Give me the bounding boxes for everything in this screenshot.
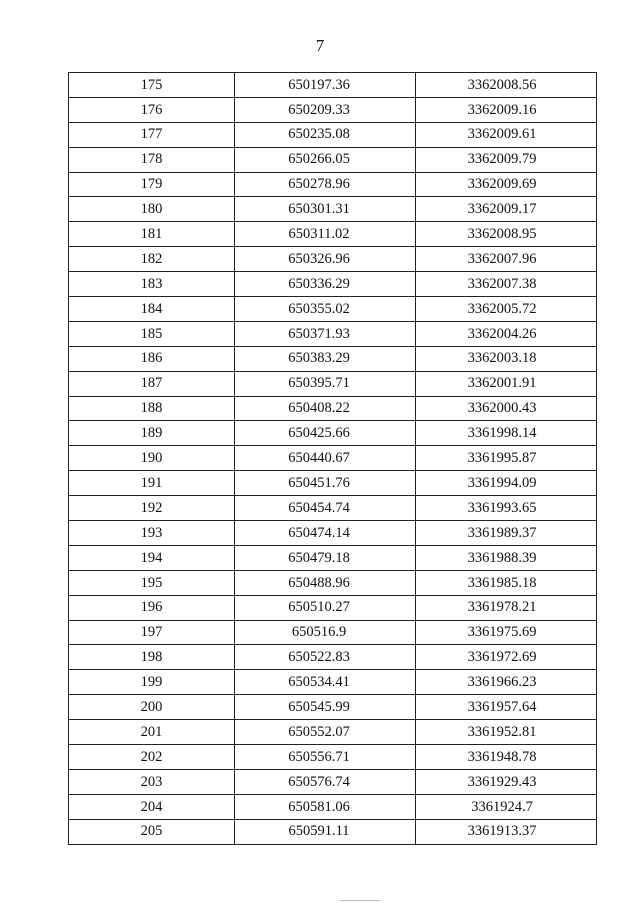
point-number-cell	[69, 73, 235, 98]
y-coordinate-cell	[416, 396, 597, 421]
table-row	[69, 396, 597, 421]
y-coordinate-cell-text: 3361929.43	[467, 773, 537, 790]
x-coordinate-cell	[235, 396, 416, 421]
table-row	[69, 670, 597, 695]
table-row	[69, 371, 597, 396]
point-number-cell	[69, 670, 235, 695]
y-coordinate-cell-text: 3362004.26	[467, 325, 537, 342]
point-number-cell-text: 191	[140, 474, 163, 491]
table-row	[69, 97, 597, 122]
point-number-cell-text: 200	[140, 698, 163, 715]
y-coordinate-cell	[416, 197, 597, 222]
point-number-cell-text: 189	[140, 425, 163, 442]
point-number-cell-text: 203	[140, 773, 163, 790]
y-coordinate-cell	[416, 73, 597, 98]
x-coordinate-cell	[235, 620, 416, 645]
x-coordinate-cell-text: 650235.08	[288, 126, 350, 143]
y-coordinate-cell	[416, 297, 597, 322]
x-coordinate-cell	[235, 595, 416, 620]
point-number-cell	[69, 421, 235, 446]
y-coordinate-cell-text: 3361972.69	[467, 649, 537, 666]
x-coordinate-cell-text: 650266.05	[288, 151, 350, 168]
y-coordinate-cell	[416, 97, 597, 122]
x-coordinate-cell	[235, 172, 416, 197]
point-number-cell	[69, 521, 235, 546]
point-number-cell	[69, 297, 235, 322]
y-coordinate-cell-text: 3362008.56	[467, 76, 537, 93]
table-row	[69, 222, 597, 247]
point-number-cell-text: 205	[140, 823, 163, 840]
x-coordinate-cell-text: 650534.41	[288, 674, 350, 691]
y-coordinate-cell	[416, 172, 597, 197]
point-number-cell-text: 185	[140, 325, 163, 342]
x-coordinate-cell	[235, 521, 416, 546]
y-coordinate-cell-text: 3361924.7	[471, 798, 533, 815]
y-coordinate-cell-text: 3362007.96	[467, 250, 537, 267]
x-coordinate-cell-text: 650395.71	[288, 375, 350, 392]
table-row	[69, 73, 597, 98]
point-number-cell	[69, 197, 235, 222]
x-coordinate-cell-text: 650479.18	[288, 549, 350, 566]
point-number-cell-text: 183	[140, 275, 163, 292]
table-row	[69, 745, 597, 770]
y-coordinate-cell	[416, 545, 597, 570]
x-coordinate-cell	[235, 297, 416, 322]
y-coordinate-cell-text: 3362009.79	[467, 151, 537, 168]
point-number-cell	[69, 769, 235, 794]
x-coordinate-cell	[235, 670, 416, 695]
y-coordinate-cell-text: 3361994.09	[467, 474, 537, 491]
point-number-cell-text: 202	[140, 748, 163, 765]
point-number-cell	[69, 745, 235, 770]
y-coordinate-cell-text: 3362001.91	[467, 375, 537, 392]
point-number-cell-text: 184	[140, 300, 163, 317]
y-coordinate-cell-text: 3361985.18	[467, 574, 537, 591]
y-coordinate-cell	[416, 446, 597, 471]
y-coordinate-cell-text: 3362007.38	[467, 275, 537, 292]
point-number-cell	[69, 695, 235, 720]
x-coordinate-cell-text: 650488.96	[288, 574, 350, 591]
y-coordinate-cell	[416, 147, 597, 172]
y-coordinate-cell	[416, 769, 597, 794]
point-number-cell-text: 175	[140, 76, 163, 93]
x-coordinate-cell	[235, 695, 416, 720]
x-coordinate-cell-text: 650355.02	[288, 300, 350, 317]
point-number-cell-text: 178	[140, 151, 163, 168]
point-number-cell-text: 193	[140, 524, 163, 541]
table-row	[69, 247, 597, 272]
y-coordinate-cell	[416, 421, 597, 446]
y-coordinate-cell	[416, 122, 597, 147]
point-number-cell	[69, 645, 235, 670]
x-coordinate-cell	[235, 471, 416, 496]
table-row	[69, 819, 597, 844]
coordinate-table	[68, 72, 597, 845]
x-coordinate-cell	[235, 645, 416, 670]
table-row	[69, 446, 597, 471]
x-coordinate-cell	[235, 570, 416, 595]
y-coordinate-cell-text: 3361952.81	[467, 723, 537, 740]
point-number-cell	[69, 396, 235, 421]
y-coordinate-cell	[416, 595, 597, 620]
table-row	[69, 794, 597, 819]
table-row	[69, 570, 597, 595]
y-coordinate-cell-text: 3362009.69	[467, 176, 537, 193]
x-coordinate-cell-text: 650545.99	[288, 698, 350, 715]
point-number-cell-text: 182	[140, 250, 163, 267]
x-coordinate-cell-text: 650581.06	[288, 798, 350, 815]
y-coordinate-cell	[416, 521, 597, 546]
scan-artifact	[340, 900, 380, 901]
y-coordinate-cell-text: 3361995.87	[467, 450, 537, 467]
point-number-cell	[69, 794, 235, 819]
point-number-cell-text: 195	[140, 574, 163, 591]
point-number-cell	[69, 620, 235, 645]
y-coordinate-cell	[416, 745, 597, 770]
x-coordinate-cell-text: 650425.66	[288, 425, 350, 442]
y-coordinate-cell	[416, 620, 597, 645]
y-coordinate-cell-text: 3362009.17	[467, 201, 537, 218]
x-coordinate-cell-text: 650474.14	[288, 524, 350, 541]
x-coordinate-cell-text: 650516.9	[291, 624, 347, 641]
x-coordinate-cell-text: 650336.29	[288, 275, 350, 292]
table-row	[69, 620, 597, 645]
y-coordinate-cell-text: 3361966.23	[467, 674, 537, 691]
y-coordinate-cell	[416, 272, 597, 297]
point-number-cell	[69, 720, 235, 745]
point-number-cell-text: 192	[140, 499, 163, 516]
x-coordinate-cell-text: 650454.74	[288, 499, 350, 516]
point-number-cell	[69, 545, 235, 570]
point-number-cell-text: 204	[140, 798, 163, 815]
point-number-cell-text: 196	[140, 599, 163, 616]
x-coordinate-cell	[235, 371, 416, 396]
y-coordinate-cell-text: 3361989.37	[467, 524, 537, 541]
table-row	[69, 769, 597, 794]
point-number-cell-text: 180	[140, 201, 163, 218]
table-row	[69, 297, 597, 322]
y-coordinate-cell	[416, 645, 597, 670]
point-number-cell-text: 181	[140, 226, 163, 243]
y-coordinate-cell-text: 3361988.39	[467, 549, 537, 566]
y-coordinate-cell	[416, 819, 597, 844]
point-number-cell	[69, 570, 235, 595]
table-row	[69, 645, 597, 670]
x-coordinate-cell	[235, 819, 416, 844]
point-number-cell	[69, 247, 235, 272]
x-coordinate-cell-text: 650556.71	[288, 748, 350, 765]
y-coordinate-cell	[416, 371, 597, 396]
table-row	[69, 521, 597, 546]
y-coordinate-cell-text: 3362008.95	[467, 226, 537, 243]
y-coordinate-cell-text: 3361975.69	[467, 624, 537, 641]
x-coordinate-cell-text: 650278.96	[288, 176, 350, 193]
table-row	[69, 695, 597, 720]
x-coordinate-cell	[235, 73, 416, 98]
x-coordinate-cell-text: 650408.22	[288, 400, 350, 417]
table-row	[69, 122, 597, 147]
point-number-cell	[69, 371, 235, 396]
y-coordinate-cell-text: 3361913.37	[467, 823, 537, 840]
point-number-cell	[69, 595, 235, 620]
point-number-cell-text: 198	[140, 649, 163, 666]
table-row	[69, 321, 597, 346]
y-coordinate-cell-text: 3362009.16	[467, 101, 537, 118]
x-coordinate-cell	[235, 446, 416, 471]
y-coordinate-cell	[416, 794, 597, 819]
table-row	[69, 471, 597, 496]
table-row	[69, 197, 597, 222]
y-coordinate-cell	[416, 247, 597, 272]
table-row	[69, 147, 597, 172]
point-number-cell-text: 194	[140, 549, 163, 566]
x-coordinate-cell	[235, 496, 416, 521]
x-coordinate-cell	[235, 247, 416, 272]
table-row	[69, 421, 597, 446]
point-number-cell	[69, 346, 235, 371]
x-coordinate-cell	[235, 321, 416, 346]
x-coordinate-cell-text: 650552.07	[288, 723, 350, 740]
x-coordinate-cell-text: 650440.67	[288, 450, 350, 467]
table-row	[69, 720, 597, 745]
x-coordinate-cell	[235, 794, 416, 819]
y-coordinate-cell	[416, 695, 597, 720]
point-number-cell	[69, 97, 235, 122]
x-coordinate-cell	[235, 545, 416, 570]
x-coordinate-cell	[235, 720, 416, 745]
y-coordinate-cell	[416, 570, 597, 595]
x-coordinate-cell-text: 650301.31	[288, 201, 350, 218]
table-row	[69, 272, 597, 297]
x-coordinate-cell-text: 650371.93	[288, 325, 350, 342]
x-coordinate-cell-text: 650522.83	[288, 649, 350, 666]
point-number-cell	[69, 471, 235, 496]
point-number-cell	[69, 172, 235, 197]
point-number-cell-text: 177	[140, 126, 163, 143]
point-number-cell	[69, 147, 235, 172]
x-coordinate-cell-text: 650591.11	[288, 823, 350, 840]
point-number-cell-text: 201	[140, 723, 163, 740]
x-coordinate-cell-text: 650510.27	[288, 599, 350, 616]
x-coordinate-cell-text: 650383.29	[288, 350, 350, 367]
x-coordinate-cell-text: 650576.74	[288, 773, 350, 790]
point-number-cell-text: 186	[140, 350, 163, 367]
point-number-cell	[69, 222, 235, 247]
point-number-cell	[69, 122, 235, 147]
point-number-cell-text: 199	[140, 674, 163, 691]
x-coordinate-cell	[235, 197, 416, 222]
point-number-cell-text: 190	[140, 450, 163, 467]
y-coordinate-cell-text: 3362005.72	[467, 300, 537, 317]
x-coordinate-cell	[235, 147, 416, 172]
x-coordinate-cell	[235, 421, 416, 446]
y-coordinate-cell-text: 3361957.64	[467, 698, 537, 715]
point-number-cell	[69, 496, 235, 521]
y-coordinate-cell	[416, 471, 597, 496]
x-coordinate-cell	[235, 97, 416, 122]
table-row	[69, 496, 597, 521]
x-coordinate-cell	[235, 769, 416, 794]
x-coordinate-cell	[235, 745, 416, 770]
y-coordinate-cell	[416, 321, 597, 346]
y-coordinate-cell	[416, 222, 597, 247]
x-coordinate-cell	[235, 272, 416, 297]
y-coordinate-cell-text: 3362003.18	[467, 350, 537, 367]
y-coordinate-cell-text: 3361998.14	[467, 425, 537, 442]
x-coordinate-cell-text: 650326.96	[288, 250, 350, 267]
point-number-cell	[69, 819, 235, 844]
y-coordinate-cell-text: 3362000.43	[467, 400, 537, 417]
point-number-cell	[69, 272, 235, 297]
point-number-cell	[69, 321, 235, 346]
point-number-cell-text: 176	[140, 101, 163, 118]
y-coordinate-cell-text: 3362009.61	[467, 126, 537, 143]
point-number-cell-text: 187	[140, 375, 163, 392]
x-coordinate-cell	[235, 122, 416, 147]
y-coordinate-cell-text: 3361993.65	[467, 499, 537, 516]
x-coordinate-cell-text: 650197.36	[288, 76, 350, 93]
point-number-cell-text: 179	[140, 176, 163, 193]
y-coordinate-cell-text: 3361948.78	[467, 748, 537, 765]
x-coordinate-cell-text: 650209.33	[288, 101, 350, 118]
y-coordinate-cell-text: 3361978.21	[467, 599, 537, 616]
x-coordinate-cell	[235, 346, 416, 371]
y-coordinate-cell	[416, 346, 597, 371]
point-number-cell	[69, 446, 235, 471]
point-number-cell-text: 197	[140, 624, 163, 641]
x-coordinate-cell	[235, 222, 416, 247]
table-row	[69, 346, 597, 371]
point-number-cell-text: 188	[140, 400, 163, 417]
table-row	[69, 172, 597, 197]
page-number: 7	[315, 36, 325, 55]
coordinate-table-body	[69, 73, 597, 845]
y-coordinate-cell	[416, 670, 597, 695]
x-coordinate-cell-text: 650311.02	[288, 226, 350, 243]
y-coordinate-cell	[416, 496, 597, 521]
x-coordinate-cell-text: 650451.76	[288, 474, 350, 491]
table-row	[69, 545, 597, 570]
table-row	[69, 595, 597, 620]
y-coordinate-cell	[416, 720, 597, 745]
